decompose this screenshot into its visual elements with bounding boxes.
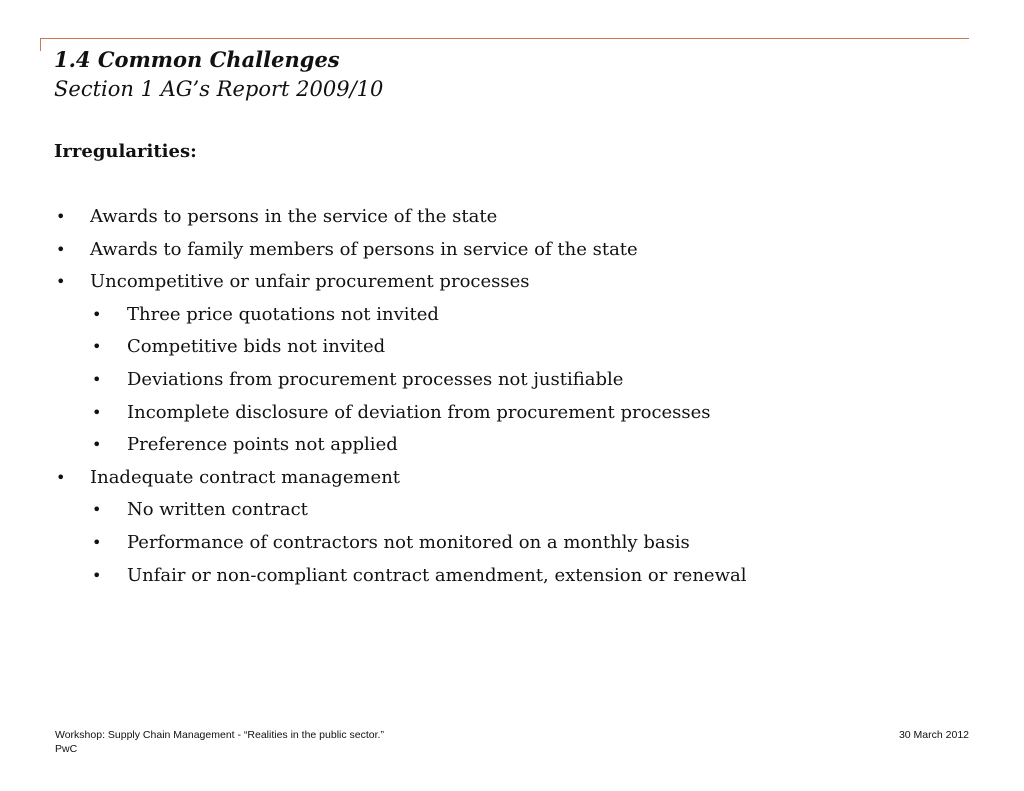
bullet-dot-icon: • (92, 435, 102, 455)
bullet-text: Preference points not applied (127, 434, 398, 456)
bullet-text: Uncompetitive or unfair procurement processes (90, 271, 530, 293)
section-heading: Irregularities: (54, 141, 197, 162)
slide-title: 1.4 Common Challenges (54, 47, 340, 72)
header-rule-tick (40, 38, 41, 51)
bullet-dot-icon: • (92, 369, 102, 389)
bullet-text: Inadequate contract management (90, 466, 401, 488)
bullet-dot-icon: • (92, 304, 102, 324)
bullet-text: Awards to family members of persons in service of the state (90, 238, 638, 260)
bullet-text: Three price quotations not invited (127, 303, 439, 325)
bullet-dot-icon: • (92, 532, 102, 552)
bullet-text: Awards to persons in the service of the state (90, 206, 498, 227)
bullet-dot-icon: • (92, 402, 102, 422)
bullet-dot-icon: • (56, 272, 66, 292)
bullet-text: Deviations from procurement processes not justifiable (127, 368, 624, 390)
footer-workshop-title: Workshop: Supply Chain Management - “Realities in the public sector.” (55, 729, 384, 741)
bullet-text: Competitive bids not invited (127, 336, 386, 358)
bullet-dot-icon: • (92, 500, 102, 520)
bullet-dot-icon: • (56, 207, 66, 226)
header-rule (40, 38, 969, 39)
slide-subtitle: Section 1 AG’s Report 2009/10 (54, 77, 384, 101)
bullet-dot-icon: • (92, 565, 102, 585)
bullet-dot-icon: • (56, 467, 66, 487)
bullet-text: No written contract (127, 499, 308, 521)
bullet-text: Performance of contractors not monitored on a monthly basis (127, 531, 690, 553)
footer-organization: PwC (55, 743, 78, 755)
footer-date: 30 March 2012 (898, 729, 969, 741)
bullet-text: Unfair or non-compliant contract amendment, extension or renewal (127, 564, 747, 586)
bullet-dot-icon: • (92, 337, 102, 357)
bullet-text: Incomplete disclosure of deviation from procurement processes (127, 401, 711, 423)
bullet-dot-icon: • (56, 239, 66, 259)
